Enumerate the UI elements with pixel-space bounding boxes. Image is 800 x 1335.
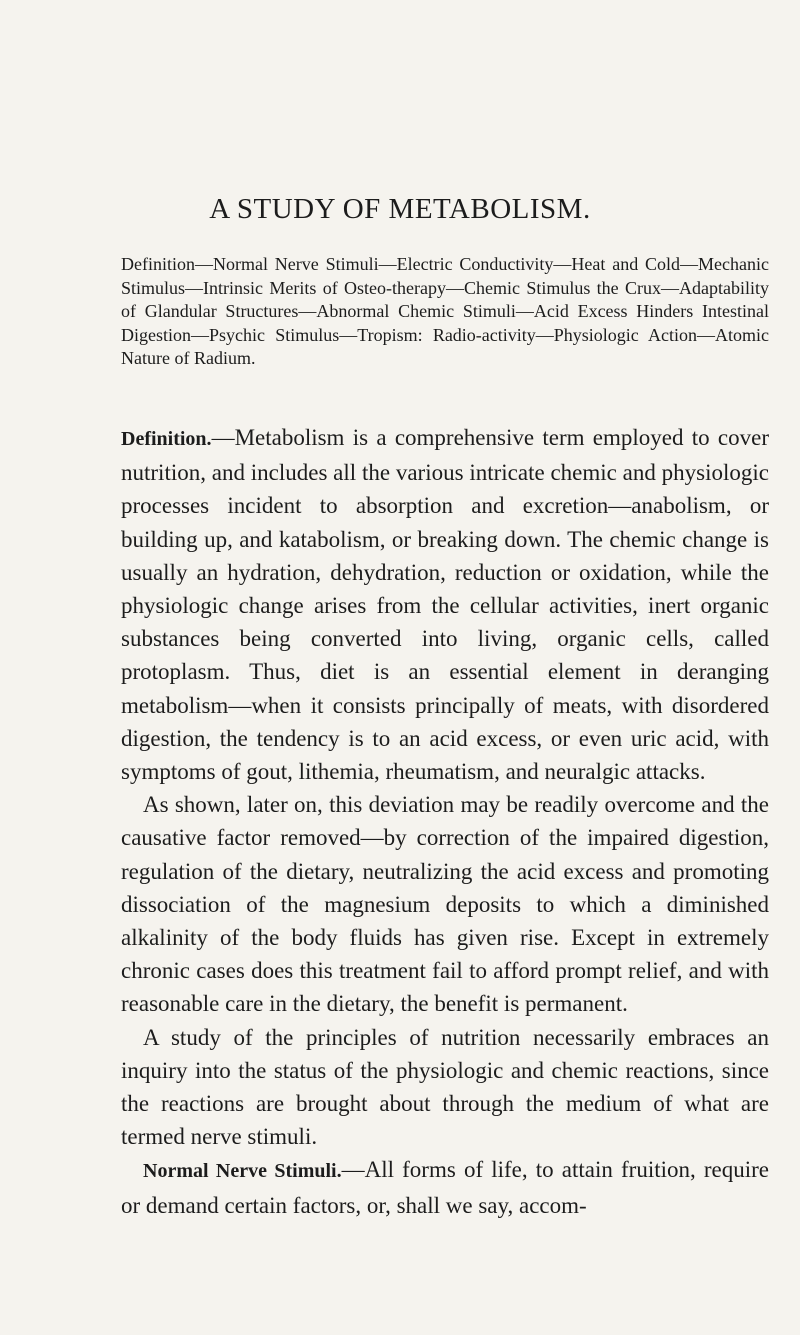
paragraph-text: A study of the principles of nutrition necessarily embraces an inquiry into the status of the physiologic and chemic reactions, since the reactions are brought about through the medium of what are termed nerve stimuli. — [121, 1024, 769, 1150]
chapter-title: A STUDY OF METABOLISM. — [209, 193, 591, 225]
paragraph — [121, 1021, 769, 1154]
chapter-summary: Definition—Normal Nerve Stimuli—Electric Conductivity—Heat and Cold—Mechanic Stimulus—Intrinsic Merits of Osteo-therapy—Chemic Stimulus the Crux—Adaptability of Glandular Structures—Abnormal Chemic Stimuli—Acid Excess Hinders Intestinal Digestion—Psychic Stimulus—Tropism: Radio-activity—Physiologic Action—Atomic Nature of Radium. — [121, 254, 769, 368]
paragraph — [121, 788, 769, 1020]
paragraph — [121, 421, 769, 788]
paragraph — [121, 1153, 769, 1221]
paragraph-text: —All forms of life, to attain fruition, require or demand certain factors, or, shall we say, accom- — [121, 1157, 769, 1218]
paragraph-lead: Normal Nerve Stimuli. — [143, 1160, 342, 1183]
paragraph-text: —Metabolism is a comprehensive term employed to cover nutrition, and includes all the various intricate chemic and physiologic processes incident to absorption and excretion—anabolism, or building up, and katabolism, or breaking down. The chemic change is usually an hydration, dehydration, reduction or oxidation, while the physiologic change arises from the cellular activities, inert organic substances being converted into living, organic cells, called protoplasm. Thus, diet is an essential element in deranging metabolism—when it consists principally of meats, with disordered digestion, the tendency is to an acid excess, or even uric acid, with symptoms of gout, lithemia, rheumatism, and neuralgic attacks. — [121, 425, 769, 785]
paragraph-text: As shown, later on, this deviation may be readily overcome and the causative factor removed—by correction of the impaired digestion, regulation of the dietary, neutralizing the acid excess and promoting dissociation of the magnesium deposits to which a diminished alkalinity of the body fluids has given rise. Except in extremely chronic cases does this treatment fail to afford prompt relief, and with reasonable care in the dietary, the benefit is permanent. — [121, 792, 769, 1017]
paragraph-lead: Definition. — [121, 428, 212, 450]
body-text — [121, 421, 769, 1222]
